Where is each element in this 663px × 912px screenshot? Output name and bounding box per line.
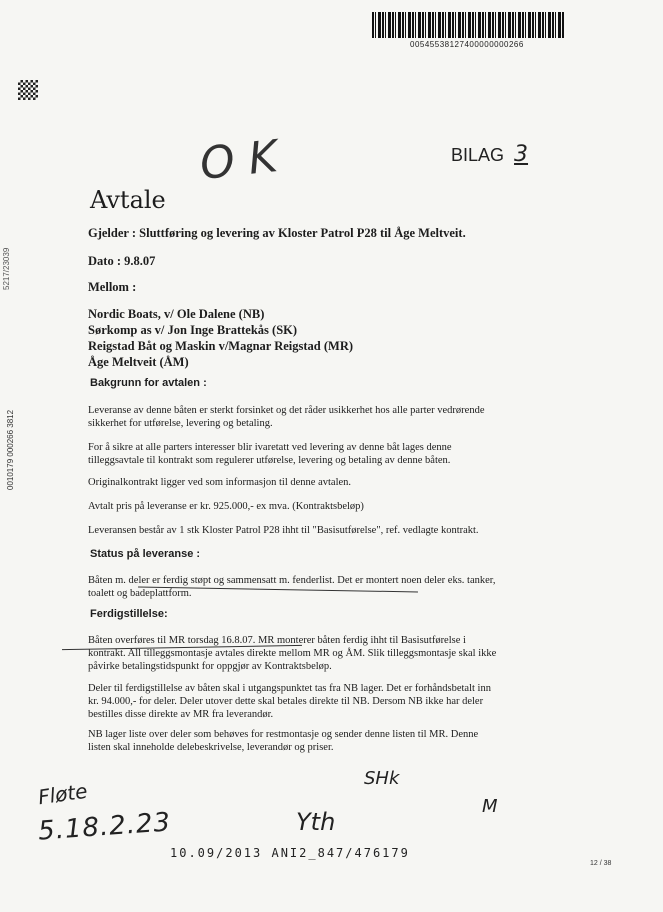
party-sk: Sørkomp as v/ Jon Inge Brattekås (SK) (88, 323, 298, 337)
page-number: 12 / 38 (590, 860, 612, 867)
status-paragraph: Båten m. deler er ferdig støpt og sammensatt m. fenderlist. Det er montert noen deler eks. tanker, toalett og badeplattform. (88, 575, 496, 599)
gjelder-line: Gjelder : Sluttføring og levering av Kloster Patrol P28 til Åge Meltveit. (88, 226, 466, 240)
handwritten-initials: SHk (364, 768, 400, 789)
bilag-number: 3 (514, 142, 529, 167)
bakgrunn-paragraph: Leveranse av denne båten er sterkt forsinket og det råder usikkerhet hos alle parter vedrørende sikkerhet for utførelse, levering og betaling. (88, 405, 485, 429)
dato-line: Dato : 9.8.07 (88, 254, 156, 268)
side-top-number: 5217/23039 (2, 247, 11, 290)
handwritten-date: 5.18.2.23 (37, 807, 172, 847)
handwritten-initials: Yth (296, 808, 336, 836)
ferdigstillelse-heading: Ferdigstillelse: (90, 608, 168, 620)
status-heading: Status på leveranse : (90, 548, 201, 560)
ferdig-paragraph: Båten overføres til MR torsdag 16.8.07. MR monterer båten ferdig ihht til Basisutførelse i kontrakt. All tilleggsmontasje avtales direkte mellom MR og ÅM. Slik tilleggsmontasje skal ikke påvirke betalingstidspunkt for oppgjør av Kontraktsbeløp. (88, 635, 497, 672)
mellom-line: Mellom : (88, 280, 137, 294)
bakgrunn-paragraph: For å sikre at alle parters interesser blir ivaretatt ved levering av denne båt lages denne tilleggsavtale til kontrakt som regulerer utførelse, levering og betaling av denne båten. (88, 442, 452, 466)
handwritten-flote: Fløte (36, 778, 89, 810)
ferdig-paragraph: NB lager liste over deler som behøves for restmontasje og sender denne listen til MR. Denne listen skal inneholde delebeskrivelse, leverandør og priser. (88, 729, 479, 753)
bakgrunn-heading: Bakgrunn for avtalen : (90, 377, 207, 389)
party-mr: Reigstad Båt og Maskin v/Magnar Reigstad (MR) (88, 339, 354, 353)
ferdig-paragraph: Deler til ferdigstillelse av båten skal i utgangspunktet tas fra NB lager. Det er forhåndsbetalt inn kr. 94.000,- for deler. Deler utover dette skal betales direkte til NB. Dersom NB ikke har deler bestilles disse direkte av MR fra leverandør. (88, 683, 491, 720)
bilag-label: BILAG (451, 145, 505, 165)
bakgrunn-paragraph: Avtalt pris på leveranse er kr. 925.000,- ex mva. (Kontraktsbeløp) (88, 501, 364, 512)
party-nb: Nordic Boats, v/ Ole Dalene (NB) (88, 307, 265, 321)
side-number: 0010179 000266 3812 (6, 409, 15, 490)
barcode (372, 12, 564, 38)
bakgrunn-paragraph: Leveransen består av 1 stk Kloster Patrol P28 ihht til "Basisutførelse", ref. vedlagte kontrakt. (88, 525, 479, 536)
handwritten-initials: M (482, 796, 498, 817)
bilag-stamp (451, 142, 528, 167)
party-am: Åge Meltveit (ÅM) (88, 355, 189, 369)
ok-handwritten: O K (197, 131, 280, 190)
barcode-number: 00545538127400000000266 (410, 40, 524, 49)
bakgrunn-paragraph: Originalkontrakt ligger ved som informasjon til denne avtalen. (88, 477, 352, 488)
qr-code-icon (18, 80, 38, 100)
archive-stamp: 10.09/2013 ANI2_847/476179 (170, 846, 410, 860)
document-title: Avtale (90, 186, 166, 214)
